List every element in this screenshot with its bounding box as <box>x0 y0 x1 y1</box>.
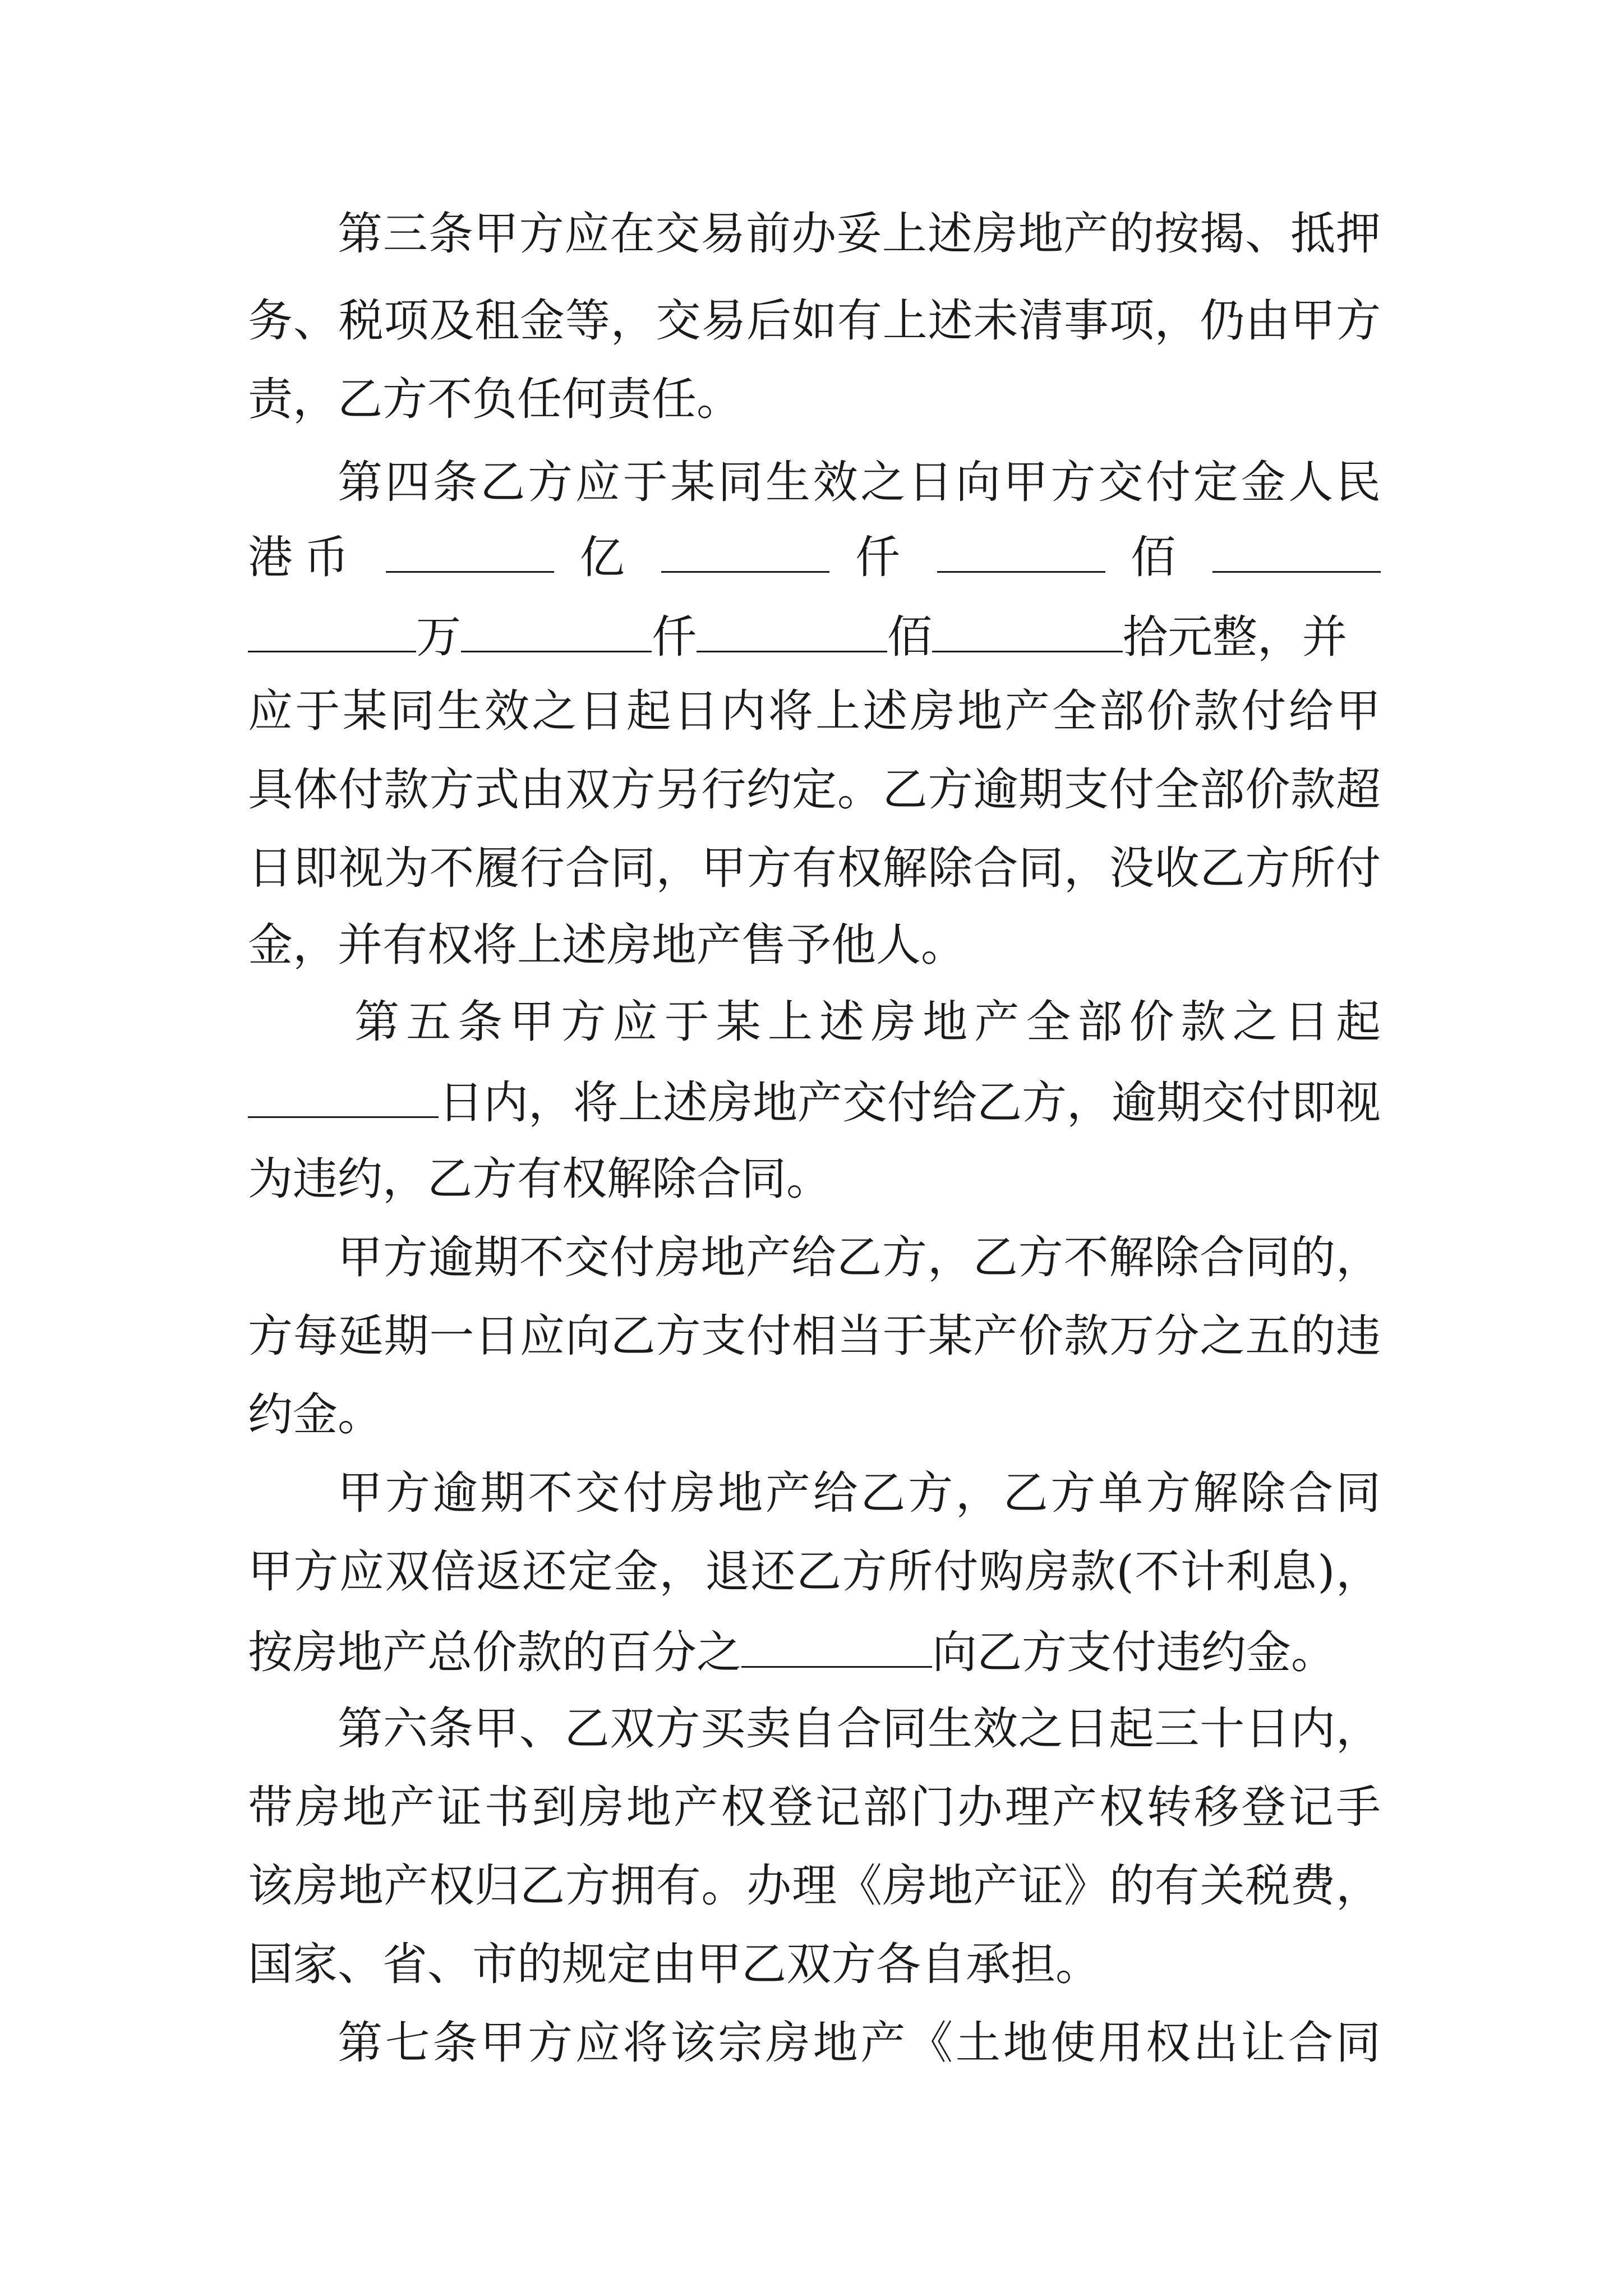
text-fragment: 佰 <box>887 611 932 663</box>
text-line: 应于某同生效之日起日内将上述房地产全部价款付给甲 <box>248 685 1381 737</box>
text-line: 务、税项及租金等，交易后如有上述未清事项，仍由甲方 <box>248 295 1381 347</box>
text-line: 带房地产证书到房地产权登记部门办理产权转移登记手 <box>248 1781 1381 1833</box>
text-line: 第五条甲方应于某上述房地产全部价款之日起 <box>354 996 1381 1048</box>
text-line-blanks <box>248 607 1381 665</box>
fill-in-blank <box>248 607 416 652</box>
fill-in-blank <box>248 1073 439 1118</box>
text-line: 甲方应双倍返还定金，退还乙方所付购房款(不计利息)， <box>248 1545 1381 1598</box>
text-line-blanks <box>248 1073 1381 1129</box>
text-line-blanks <box>248 1622 1381 1681</box>
text-line: 第四条乙方应于某同生效之日向甲方交付定金人民 <box>338 456 1381 508</box>
text-line: 金，并有权将上述房地产售予他人。 <box>248 919 966 971</box>
text-fragment: 万 <box>416 611 461 663</box>
fill-in-blank <box>937 527 1105 573</box>
text-line-blanks <box>248 527 1381 583</box>
text-fragment: 向乙方支付违约金。 <box>932 1626 1336 1678</box>
text-fragment: 佰 <box>1131 531 1187 583</box>
text-fragment: 仟 <box>652 611 697 663</box>
text-line: 甲方逾期不交付房地产给乙方，乙方单方解除合同 <box>338 1467 1381 1519</box>
text-fragment: 日内，将上述房地产交付给乙方，逾期交付即视 <box>439 1076 1381 1129</box>
fill-in-blank <box>932 607 1123 652</box>
fill-in-blank <box>741 1622 932 1668</box>
text-fragment: 亿 <box>579 531 636 583</box>
text-line: 第六条甲、乙双方买卖自合同生效之日起三十日内， <box>338 1703 1381 1755</box>
text-fragment: 按房地产总价款的百分之 <box>248 1626 741 1678</box>
text-line: 甲方逾期不交付房地产给乙方，乙方不解除合同的， <box>338 1231 1381 1283</box>
text-line: 日即视为不履行合同，甲方有权解除合同，没收乙方所付 <box>248 842 1381 894</box>
fill-in-blank <box>1212 527 1381 573</box>
fill-in-blank <box>386 527 554 573</box>
text-line: 约金。 <box>248 1388 382 1441</box>
text-line: 责，乙方不负任何责任。 <box>248 373 741 425</box>
fill-in-blank <box>461 607 652 652</box>
fill-in-blank <box>661 527 829 573</box>
text-line: 为违约，乙方有权解除合同。 <box>248 1153 831 1205</box>
text-fragment: 拾元整，并 <box>1123 611 1347 663</box>
text-line: 国家、省、市的规定由甲乙双方各自承担。 <box>248 1938 1100 1990</box>
text-fragment: 仟 <box>855 531 912 583</box>
fill-in-blank <box>697 607 887 652</box>
text-line: 具体付款方式由双方另行约定。乙方逾期支付全部价款超 <box>248 763 1381 816</box>
text-line: 该房地产权归乙方拥有。办理《房地产证》的有关税费， <box>248 1860 1381 1912</box>
text-line: 第三条甲方应在交易前办妥上述房地产的按揭、抵押 <box>338 208 1381 260</box>
text-line: 第七条甲方应将该宗房地产《土地使用权出让合同 <box>338 2017 1381 2069</box>
text-fragment: 港币 <box>248 531 361 583</box>
text-line: 方每延期一日应向乙方支付相当于某产价款万分之五的违 <box>248 1310 1381 1362</box>
